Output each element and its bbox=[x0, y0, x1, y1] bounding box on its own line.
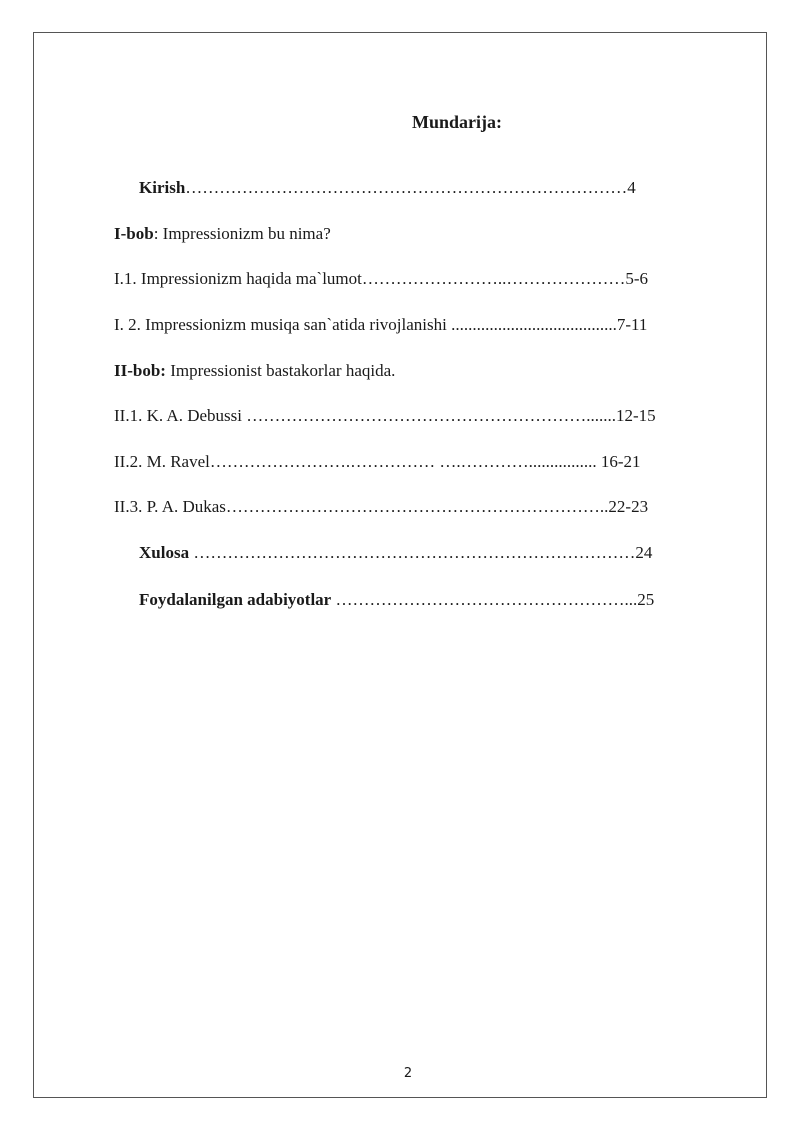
toc-entry-1-1 bbox=[114, 268, 648, 290]
toc-entry-text: II.3. P. A. Dukas…………………………………………………………..22-23 bbox=[114, 497, 649, 516]
toc-entry-text: ……………………………………………………………………24 bbox=[189, 543, 653, 562]
toc-entry-text: II.1. K. A. Debussi …………………………………………………….......12-15 bbox=[114, 406, 656, 425]
toc-entry-chapter-1 bbox=[114, 223, 331, 245]
page-number: 2 bbox=[403, 1066, 413, 1081]
toc-entry-text: II.2. M. Ravel…………………….…………… ….…………................ 16-21 bbox=[114, 452, 641, 471]
toc-entry-chapter-2 bbox=[114, 360, 395, 382]
toc-entry-2-1 bbox=[114, 405, 656, 427]
toc-entry-2-3 bbox=[114, 496, 648, 518]
toc-entry-bold: II-bob: bbox=[114, 361, 166, 380]
toc-entry-bold: I-bob bbox=[114, 224, 154, 243]
toc-entry-text: ……………………………………………...25 bbox=[331, 590, 655, 609]
toc-entry-bold: Foydalanilgan adabiyotlar bbox=[139, 590, 332, 609]
toc-entry-text: I.1. Impressionizm haqida ma`lumot……………………..…………………5-6 bbox=[114, 269, 649, 288]
toc-entry-1-2 bbox=[114, 314, 647, 336]
toc-entry-kirish bbox=[139, 177, 636, 199]
toc-entry-bold: Xulosa bbox=[139, 543, 190, 562]
toc-entry-bibliography bbox=[139, 589, 654, 611]
toc-entry-2-2 bbox=[114, 451, 641, 473]
document-title: Mundarija: bbox=[412, 112, 502, 132]
toc-entry-text: : Impressionizm bu nima? bbox=[153, 224, 331, 243]
toc-entry-text: I. 2. Impressionizm musiqa san`atida rivojlanishi .......................................7-11 bbox=[114, 315, 648, 334]
toc-entry-xulosa bbox=[139, 542, 652, 564]
toc-entry-text: ……………………………………………………………………4 bbox=[185, 178, 636, 197]
toc-entry-bold: Kirish bbox=[139, 178, 186, 197]
toc-entry-text: Impressionist bastakorlar haqida. bbox=[165, 361, 396, 380]
